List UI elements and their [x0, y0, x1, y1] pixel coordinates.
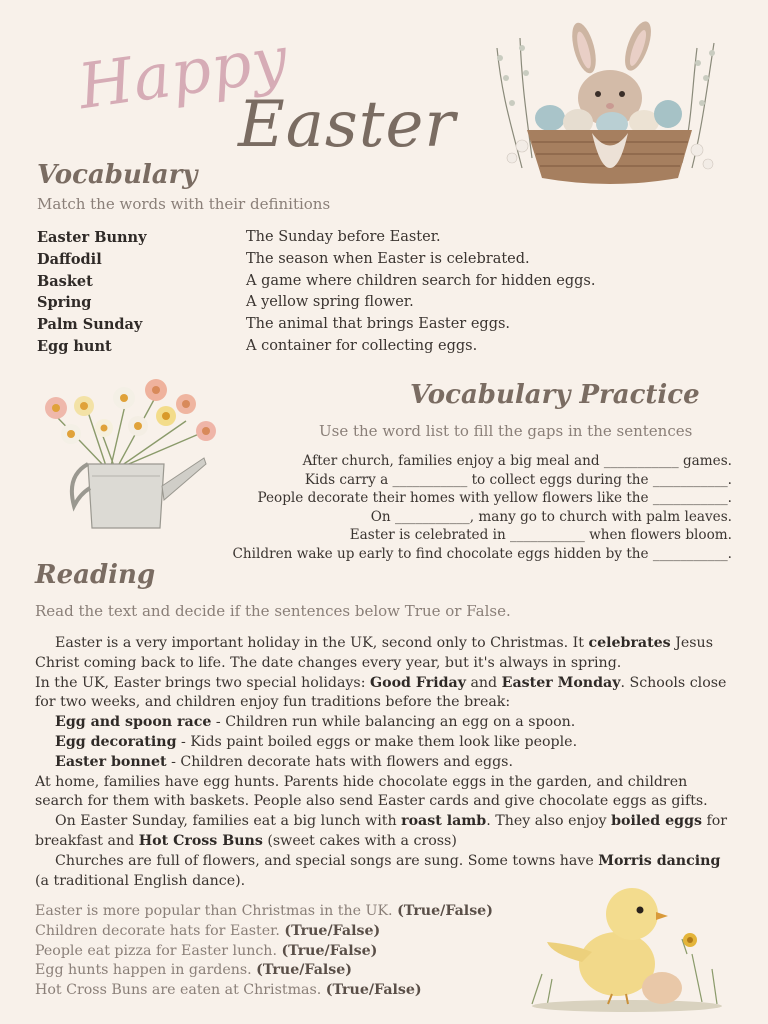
vocab-word: Spring: [37, 294, 92, 312]
practice-instruction: Use the word list to fill the gaps in the sentences: [319, 422, 693, 440]
vocab-row: [37, 314, 657, 336]
practice-sentence: Kids carry a ___________ to collect eggs during the ___________.: [304, 471, 732, 488]
practice-sentence: On ___________, many go to church with palm leaves.: [370, 508, 732, 525]
true-false-statements: [35, 902, 493, 1001]
reading-paragraph: Easter is a very important holiday in the UK, second only to Christmas. It celebrates Jesus Christ coming back to life. The date changes every year, but it's always in spring.: [35, 635, 713, 671]
vocab-word: Basket: [37, 272, 93, 290]
vocab-word: Daffodil: [37, 250, 102, 268]
vocab-row: [37, 271, 657, 293]
practice-sentence: After church, families enjoy a big meal and ___________ games.: [302, 453, 732, 469]
reading-heading: Reading: [35, 560, 156, 590]
tf-statement: Children decorate hats for Easter. (True/False): [35, 922, 381, 939]
reading-list-item: Egg and spoon race - Children run while balancing an egg on a spoon.: [55, 714, 576, 731]
reading-text: [35, 634, 735, 891]
practice-sentence: People decorate their homes with yellow flowers like the ___________.: [257, 490, 732, 507]
vocabulary-heading: Vocabulary: [37, 160, 198, 190]
bunny-basket-illustration: [492, 18, 732, 190]
reading-paragraph: At home, families have egg hunts. Parents hide chocolate eggs in the garden, and children search for them with baskets. People also send Easter cards and give chocolate eggs as gifts.: [35, 773, 708, 810]
reading-paragraph: Churches are full of flowers, and special songs are sung. Some towns have Morris dancing (a traditional English dance).: [35, 852, 721, 889]
title-happy: Happy: [73, 21, 293, 124]
vocab-definition: The season when Easter is celebrated.: [246, 250, 530, 267]
vocabulary-instruction: Match the words with their definitions: [37, 195, 331, 213]
vocab-row: [37, 292, 657, 314]
chick-illustration: [522, 884, 732, 1014]
vocab-row: [37, 227, 657, 249]
reading-list-item: Easter bonnet - Children decorate hats with flowers and eggs.: [55, 753, 513, 770]
reading-instruction: Read the text and decide if the sentences below True or False.: [35, 602, 511, 620]
reading-list-item: Egg decorating - Kids paint boiled eggs or make them look like people.: [55, 733, 578, 750]
tf-statement: Egg hunts happen in gardens. (True/False): [35, 962, 353, 979]
tf-statement: People eat pizza for Easter lunch. (True/False): [35, 942, 378, 959]
vocab-definition: A yellow spring flower.: [246, 294, 414, 311]
vocab-word: Easter Bunny: [37, 229, 147, 246]
vocab-definition: A container for collecting eggs.: [246, 337, 478, 354]
practice-sentence: Easter is celebrated in ___________ when flowers bloom.: [349, 527, 732, 544]
vocab-row: [37, 336, 657, 358]
reading-paragraph: In the UK, Easter brings two special holidays: Good Friday and Easter Monday. Schools close for two weeks, and children enjoy fun traditions before the break:: [35, 674, 727, 711]
vocab-definition: A game where children search for hidden eggs.: [246, 272, 596, 289]
reading-paragraph: On Easter Sunday, families eat a big lunch with roast lamb. They also enjoy boiled eggs for breakfast and Hot Cross Buns (sweet cakes with a cross): [35, 813, 728, 849]
vocab-row: [37, 249, 657, 271]
tf-statement: Hot Cross Buns are eaten at Christmas. (True/False): [35, 982, 422, 999]
practice-sentence: Children wake up early to find chocolate eggs hidden by the ___________.: [232, 545, 732, 562]
vocabulary-table: [37, 227, 657, 358]
practice-sentences: [172, 452, 732, 564]
practice-heading: Vocabulary Practice: [410, 380, 700, 410]
vocab-word: Egg hunt: [37, 337, 112, 355]
vocab-word: Palm Sunday: [37, 316, 143, 334]
vocab-definition: The animal that brings Easter eggs.: [246, 316, 511, 333]
title-easter: Easter: [238, 88, 456, 162]
tf-statement: Easter is more popular than Christmas in the UK. (True/False): [35, 903, 493, 919]
vocab-definition: The Sunday before Easter.: [246, 229, 441, 245]
